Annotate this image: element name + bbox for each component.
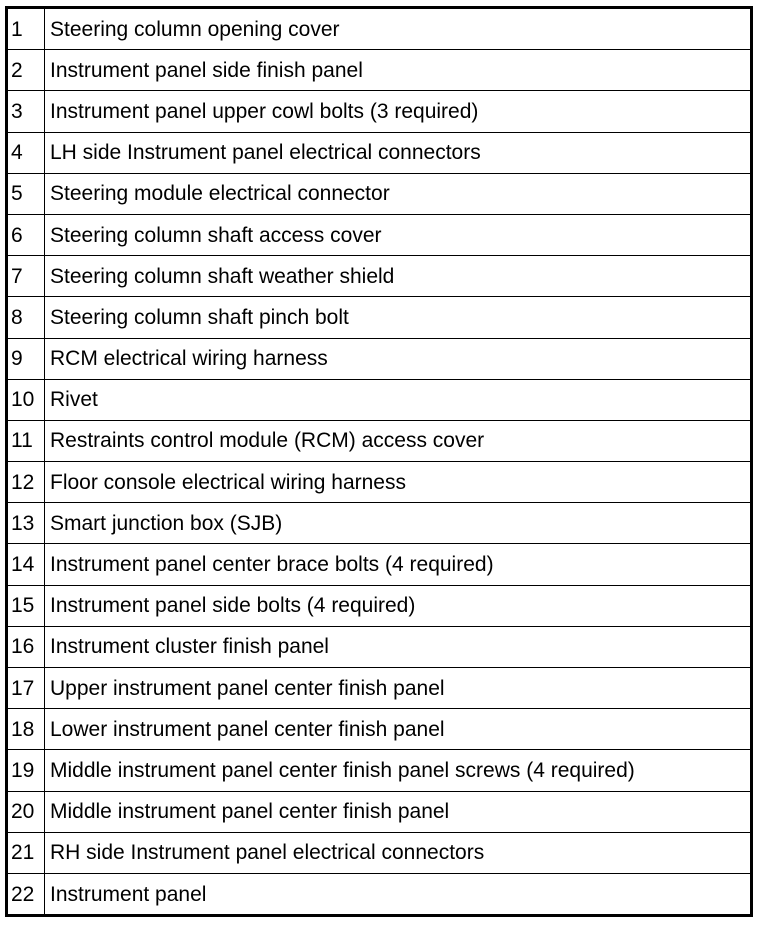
item-description: Steering column shaft pinch bolt: [45, 297, 752, 338]
item-description: Steering column shaft access cover: [45, 214, 752, 255]
item-number: 13: [7, 503, 45, 544]
table-row: [7, 420, 752, 461]
item-description: Rivet: [45, 379, 752, 420]
table-row: [7, 791, 752, 832]
item-description: Lower instrument panel center finish panel: [45, 709, 752, 750]
table-row: [7, 462, 752, 503]
item-description: Instrument panel: [45, 873, 752, 915]
table-row: [7, 668, 752, 709]
table-row: [7, 379, 752, 420]
item-number: 11: [7, 420, 45, 461]
table-row: [7, 338, 752, 379]
item-description: Steering column opening cover: [45, 8, 752, 50]
table-row: [7, 8, 752, 50]
table-row: [7, 214, 752, 255]
item-number: 14: [7, 544, 45, 585]
item-description: Middle instrument panel center finish panel screws (4 required): [45, 750, 752, 791]
table-row: [7, 832, 752, 873]
item-number: 9: [7, 338, 45, 379]
table-row: [7, 297, 752, 338]
item-number: 19: [7, 750, 45, 791]
item-number: 15: [7, 585, 45, 626]
component-legend-table: [5, 6, 753, 917]
item-number: 8: [7, 297, 45, 338]
item-description: Instrument panel center brace bolts (4 required): [45, 544, 752, 585]
item-number: 2: [7, 50, 45, 91]
item-description: Steering module electrical connector: [45, 173, 752, 214]
item-description: Middle instrument panel center finish panel: [45, 791, 752, 832]
item-number: 18: [7, 709, 45, 750]
item-description: Restraints control module (RCM) access cover: [45, 420, 752, 461]
table-row: [7, 626, 752, 667]
item-number: 10: [7, 379, 45, 420]
item-description: RH side Instrument panel electrical connectors: [45, 832, 752, 873]
table-row: [7, 91, 752, 132]
item-number: 12: [7, 462, 45, 503]
item-description: Instrument panel upper cowl bolts (3 required): [45, 91, 752, 132]
legend-body: [7, 8, 752, 916]
table-row: [7, 503, 752, 544]
table-row: [7, 750, 752, 791]
item-description: Instrument panel side bolts (4 required): [45, 585, 752, 626]
table-row: [7, 709, 752, 750]
item-number: 4: [7, 132, 45, 173]
table-row: [7, 873, 752, 915]
item-number: 21: [7, 832, 45, 873]
item-description: Floor console electrical wiring harness: [45, 462, 752, 503]
table-row: [7, 544, 752, 585]
item-description: LH side Instrument panel electrical connectors: [45, 132, 752, 173]
table-row: [7, 132, 752, 173]
item-description: Instrument panel side finish panel: [45, 50, 752, 91]
table-row: [7, 256, 752, 297]
item-number: 16: [7, 626, 45, 667]
item-description: Upper instrument panel center finish panel: [45, 668, 752, 709]
item-description: Smart junction box (SJB): [45, 503, 752, 544]
item-description: RCM electrical wiring harness: [45, 338, 752, 379]
item-number: 17: [7, 668, 45, 709]
item-number: 22: [7, 873, 45, 915]
item-number: 20: [7, 791, 45, 832]
item-number: 6: [7, 214, 45, 255]
item-number: 3: [7, 91, 45, 132]
table-row: [7, 50, 752, 91]
table-row: [7, 173, 752, 214]
item-description: Instrument cluster finish panel: [45, 626, 752, 667]
table-row: [7, 585, 752, 626]
item-number: 5: [7, 173, 45, 214]
item-number: 7: [7, 256, 45, 297]
item-number: 1: [7, 8, 45, 50]
item-description: Steering column shaft weather shield: [45, 256, 752, 297]
